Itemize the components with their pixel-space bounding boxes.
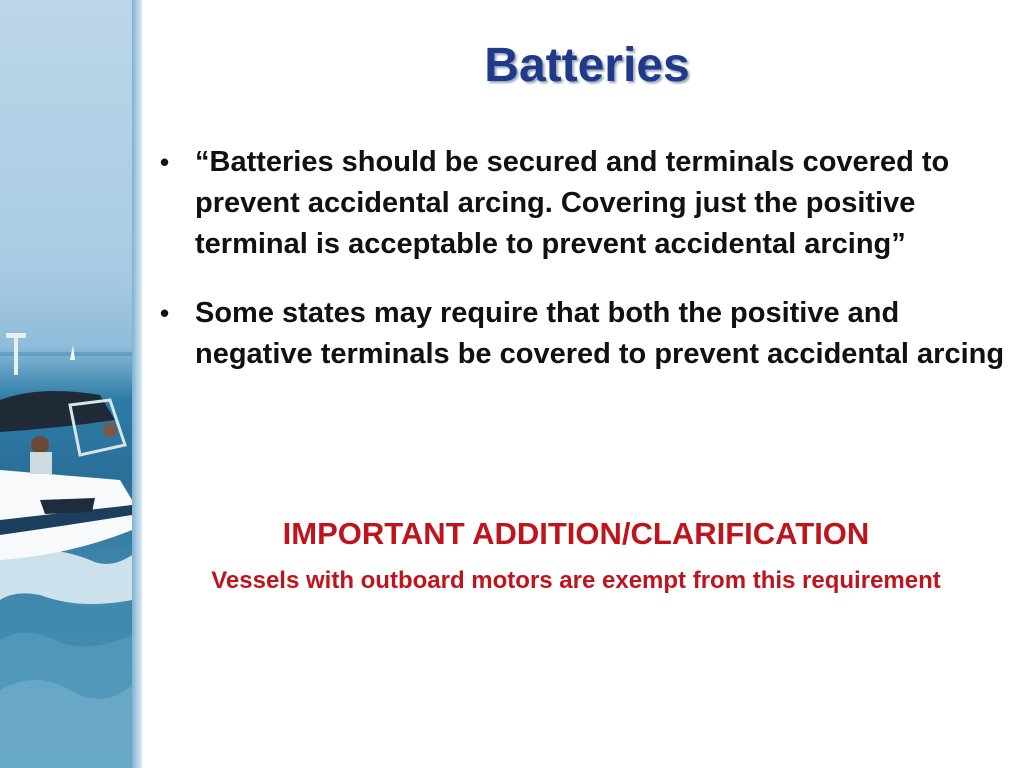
- bullet-list: [160, 142, 1010, 403]
- important-note-body: Vessels with outboard motors are exempt from this requirement: [211, 567, 941, 594]
- bullet-marker: •: [160, 298, 170, 328]
- boat-on-sea-illustration: [0, 0, 142, 768]
- bullet-item: [160, 142, 1010, 265]
- boat-photo-strip: [0, 0, 142, 768]
- bullet-marker: •: [160, 147, 170, 177]
- bullet-item: [160, 293, 1010, 375]
- bullet-text: Some states may require that both the positive and negative terminals be covered to prevent accidental arcing: [195, 297, 1005, 370]
- important-note-heading: IMPORTANT ADDITION/CLARIFICATION: [282, 516, 870, 551]
- slide-title: Batteries: [484, 39, 690, 92]
- bullet-text: “Batteries should be secured and terminals covered to prevent accidental arcing. Covering just the positive terminal is acceptable to prevent accidental arcing”: [195, 146, 950, 260]
- strip-edge: [132, 0, 142, 768]
